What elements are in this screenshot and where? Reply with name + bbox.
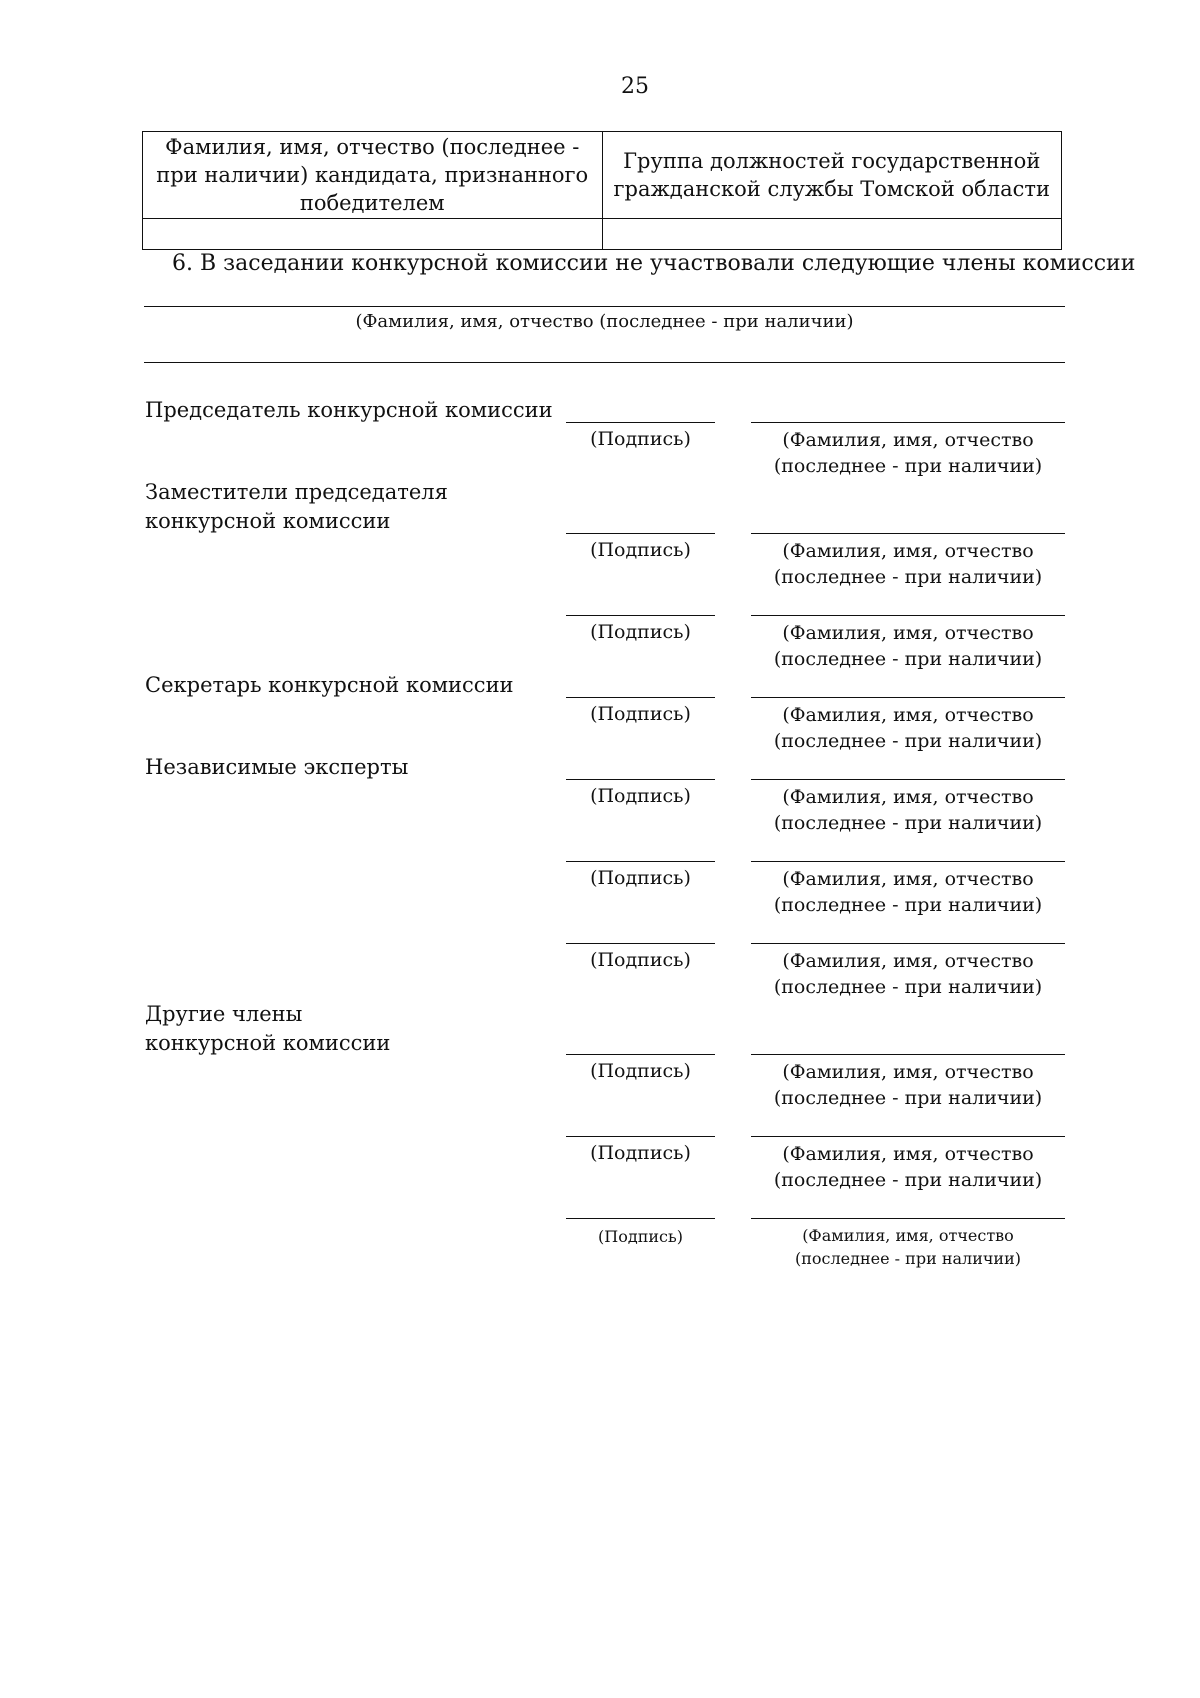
chairman-label: Председатель конкурсной комиссии <box>145 398 553 422</box>
name-caption: (Фамилия, имя, отчество (последнее - при наличии) <box>773 786 1043 834</box>
absent-members-line-2[interactable] <box>144 362 1065 363</box>
signature-line[interactable] <box>566 1054 715 1055</box>
signature-line[interactable] <box>566 1136 715 1137</box>
name-caption: (Фамилия, имя, отчество (последнее - при наличии) <box>795 1226 1021 1268</box>
signature-line[interactable] <box>566 697 715 698</box>
signature-caption: (Подпись) <box>590 1060 691 1082</box>
deputy-label-line2: конкурсной комиссии <box>145 509 391 533</box>
name-caption: (Фамилия, имя, отчество (последнее - при наличии) <box>773 704 1043 752</box>
name-line[interactable] <box>751 943 1065 944</box>
winner-name-cell[interactable] <box>143 219 603 250</box>
winner-table <box>142 131 1062 250</box>
signature-caption: (Подпись) <box>590 621 691 643</box>
deputy-label-line1: Заместители председателя <box>145 480 448 504</box>
name-caption: (Фамилия, имя, отчество (последнее - при наличии) <box>773 1143 1043 1191</box>
signature-line[interactable] <box>566 615 715 616</box>
experts-label: Независимые эксперты <box>145 755 409 779</box>
name-caption: (Фамилия, имя, отчество (последнее - при наличии) <box>773 950 1043 998</box>
absent-members-heading: 6. В заседании конкурсной комиссии не участвовали следующие члены комиссии <box>172 251 1136 276</box>
name-line[interactable] <box>751 615 1065 616</box>
other-members-label-line1: Другие члены <box>145 1002 303 1026</box>
name-line[interactable] <box>751 1054 1065 1055</box>
absent-members-caption: (Фамилия, имя, отчество (последнее - при наличии) <box>355 311 854 332</box>
table-row <box>143 219 1062 250</box>
name-caption: (Фамилия, имя, отчество (последнее - при наличии) <box>773 622 1043 670</box>
signature-line[interactable] <box>566 861 715 862</box>
name-line[interactable] <box>751 533 1065 534</box>
signature-line[interactable] <box>566 422 715 423</box>
absent-members-line[interactable] <box>144 306 1065 307</box>
other-members-label-line2: конкурсной комиссии <box>145 1031 391 1055</box>
signature-caption: (Подпись) <box>590 703 691 725</box>
name-line[interactable] <box>751 779 1065 780</box>
signature-line[interactable] <box>566 943 715 944</box>
winner-name-header: Фамилия, имя, отчество (последнее - при наличии) кандидата, признанного победителем <box>143 132 603 219</box>
signature-caption: (Подпись) <box>590 867 691 889</box>
signature-caption: (Подпись) <box>590 539 691 561</box>
name-caption: (Фамилия, имя, отчество (последнее - при наличии) <box>773 429 1043 477</box>
signature-line[interactable] <box>566 1218 715 1219</box>
name-line[interactable] <box>751 861 1065 862</box>
signature-caption: (Подпись) <box>590 1142 691 1164</box>
position-group-cell[interactable] <box>602 219 1062 250</box>
secretary-label: Секретарь конкурсной комиссии <box>145 673 514 697</box>
name-caption: (Фамилия, имя, отчество (последнее - при наличии) <box>773 1061 1043 1109</box>
signature-line[interactable] <box>566 779 715 780</box>
name-caption: (Фамилия, имя, отчество (последнее - при наличии) <box>773 540 1043 588</box>
signature-caption: (Подпись) <box>598 1227 683 1246</box>
position-group-header: Группа должностей государственной гражданской службы Томской области <box>602 132 1062 219</box>
page-number: 25 <box>621 74 649 99</box>
table-header-row <box>143 132 1062 219</box>
signature-caption: (Подпись) <box>590 428 691 450</box>
name-line[interactable] <box>751 422 1065 423</box>
signature-caption: (Подпись) <box>590 785 691 807</box>
signature-line[interactable] <box>566 533 715 534</box>
name-line[interactable] <box>751 1136 1065 1137</box>
signature-caption: (Подпись) <box>590 949 691 971</box>
name-line[interactable] <box>751 1218 1065 1219</box>
name-line[interactable] <box>751 697 1065 698</box>
name-caption: (Фамилия, имя, отчество (последнее - при наличии) <box>773 868 1043 916</box>
